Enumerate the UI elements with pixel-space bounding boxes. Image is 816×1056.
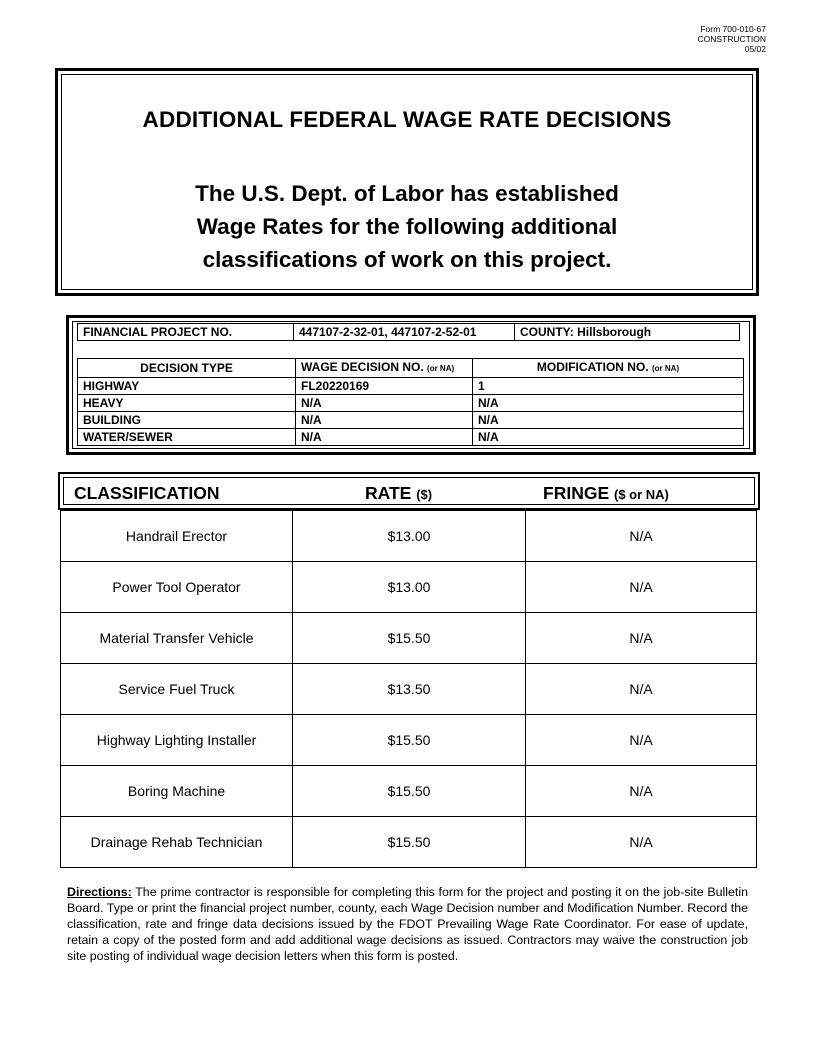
form-date: 05/02 [744, 44, 766, 54]
table-row [78, 324, 740, 341]
decision-type: HEAVY [78, 395, 296, 412]
financial-project-value: 447107-2-32-01, 447107-2-52-01 [294, 324, 515, 341]
classification-rate: $13.50 [293, 664, 526, 715]
table-row [78, 395, 744, 412]
table-row [61, 817, 757, 868]
form-category: CONSTRUCTION [697, 34, 766, 44]
subtitle-line: classifications of work on this project. [202, 247, 612, 272]
header-subtitle [58, 177, 756, 276]
classification-fringe: N/A [526, 511, 757, 562]
classification-table [60, 510, 757, 868]
decision-type: HIGHWAY [78, 378, 296, 395]
modification-header: MODIFICATION NO. (or NA) [473, 359, 744, 378]
classification-name: Material Transfer Vehicle [61, 613, 293, 664]
modification-no: 1 [473, 378, 744, 395]
classification-header [58, 472, 760, 510]
header-box [55, 68, 759, 296]
classification-name: Power Tool Operator [61, 562, 293, 613]
classification-fringe: N/A [526, 613, 757, 664]
classification-rate: $13.00 [293, 511, 526, 562]
decision-type: BUILDING [78, 412, 296, 429]
decision-header-row [78, 359, 744, 378]
classification-rate: $15.50 [293, 817, 526, 868]
classification-name: Drainage Rehab Technician [61, 817, 293, 868]
decision-type-header: DECISION TYPE [78, 359, 296, 378]
modification-no: N/A [473, 412, 744, 429]
rate-column-header: RATE ($) [365, 483, 433, 503]
wage-decision-no: N/A [296, 395, 473, 412]
decision-type: WATER/SEWER [78, 429, 296, 446]
classification-column-header: CLASSIFICATION [74, 483, 220, 503]
classification-name: Service Fuel Truck [61, 664, 293, 715]
table-row [78, 412, 744, 429]
classification-rate: $15.50 [293, 766, 526, 817]
decision-table [77, 358, 744, 446]
subtitle-line: Wage Rates for the following additional [196, 214, 618, 239]
fringe-column-header: FRINGE ($ or NA) [543, 483, 669, 503]
page-title: ADDITIONAL FEDERAL WAGE RATE DECISIONS [142, 107, 672, 132]
table-row [61, 766, 757, 817]
wage-decision-no: N/A [296, 429, 473, 446]
form-identifier [698, 24, 766, 54]
modification-no: N/A [473, 395, 744, 412]
wage-decision-no: FL20220169 [296, 378, 473, 395]
wage-decision-header: WAGE DECISION NO. (or NA) [296, 359, 473, 378]
financial-project-table [77, 323, 740, 341]
classification-name: Boring Machine [61, 766, 293, 817]
classification-rate: $15.50 [293, 613, 526, 664]
table-row [78, 378, 744, 395]
table-row [61, 613, 757, 664]
classification-name: Handrail Erector [61, 511, 293, 562]
classification-fringe: N/A [526, 562, 757, 613]
form-number: Form 700-010-67 [700, 24, 766, 34]
subtitle-line: The U.S. Dept. of Labor has established [195, 181, 619, 206]
classification-fringe: N/A [526, 817, 757, 868]
table-row [61, 715, 757, 766]
table-row [78, 429, 744, 446]
table-row [61, 511, 757, 562]
financial-project-label: FINANCIAL PROJECT NO. [78, 324, 294, 341]
directions-text: The prime contractor is responsible for completing this form for the project and posting it on the job-site Bulletin Board. Type or print the financial project number, county, each Wage Decision number and Modification Number. Record the classification, rate and fringe data decisions issued by the FDOT Prevailing Wage Rate Coordinator. For ease of update, retain a copy of the posted form and add additional wage decisions as issued. Contractors may waive the construction job site posting of individual wage decision letters when this form is posted. [67, 885, 748, 963]
classification-fringe: N/A [526, 715, 757, 766]
classification-rate: $13.00 [293, 562, 526, 613]
county-field: COUNTY: Hillsborough [515, 324, 740, 341]
wage-decision-no: N/A [296, 412, 473, 429]
classification-fringe: N/A [526, 664, 757, 715]
classification-rate: $15.50 [293, 715, 526, 766]
modification-no: N/A [473, 429, 744, 446]
table-row [61, 664, 757, 715]
directions-paragraph [67, 884, 748, 964]
classification-name: Highway Lighting Installer [61, 715, 293, 766]
table-row [61, 562, 757, 613]
classification-fringe: N/A [526, 766, 757, 817]
directions-label: Directions: [67, 885, 132, 899]
